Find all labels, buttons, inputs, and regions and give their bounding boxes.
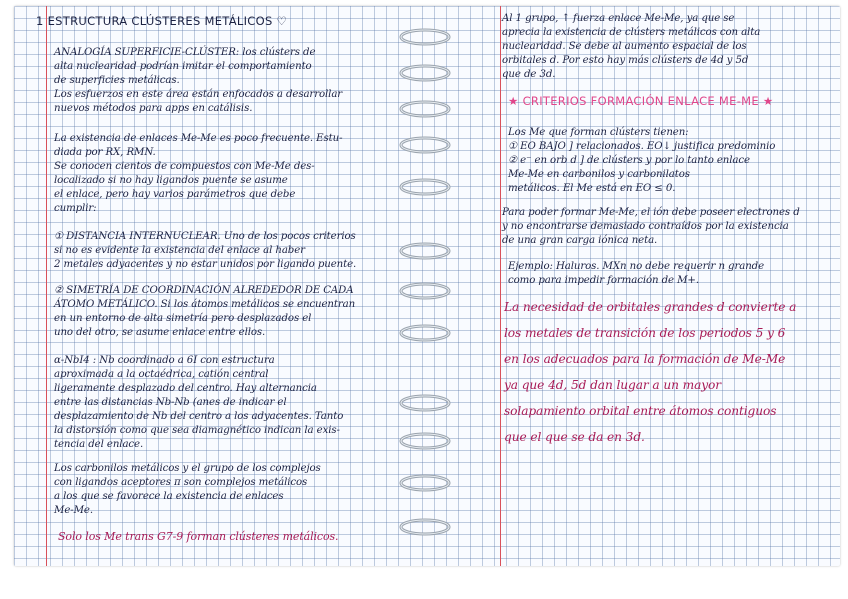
binder-ring (398, 282, 452, 300)
left-margin-line (46, 6, 47, 566)
section-title-text: CRITERIOS FORMACIÓN ENLACE ME-ME (522, 94, 759, 108)
pink-paragraph: La necesidad de orbitales grandes d convierte a los metales de transición de los periodos 5 y 6 en los adecuados para la formación de Me-Me ya que 4d, 5d dan lugar a un mayor solapamiento orbital entre átomos contiguos que el que se da en 3d. (504, 300, 797, 444)
binder-ring (398, 474, 452, 492)
title-number: 1 (36, 14, 44, 28)
paragraph-ejemplo: Ejemplo: Haluros. MXn no debe requerir n grande como para impedir formación de M+. (508, 261, 765, 286)
paragraph-nbi4: α-NbI4 : Nb coordinado a 6I con estructura aproximada a la octaédrica, catión central ligeramente desplazado del centro. Hay alternancia entre las distancias Nb-Nb (anes de indicar el desplazamiento de Nb del centro a los adyacentes. Tanto la distorsión como que sea diamagnético indican la exis- tencia del enlace. (54, 355, 344, 450)
binder-ring (398, 100, 452, 118)
binder-ring (398, 242, 452, 260)
paragraph-distancia: ① DISTANCIA INTERNUCLEAR. Uno de los pocos criterios si no es evidente la existencia del enlace al haber 2 metales adyacentes y no estar unidos por ligando puente. (54, 231, 357, 270)
notebook-spread (14, 6, 840, 566)
paragraph-criterios: Los Me que forman clústers tienen: ① EO BAJO ] relacionados. EO↓ justifica predominio ② e⁻ en orb d ] de clústers y por lo tanto enlace Me-Me en carbonilos y carbonilatos metálicos. El Me está en EO ≤ 0. (508, 127, 776, 194)
paragraph-electrones: Para poder formar Me-Me, el ión debe poseer electrones d y no encontrarse demasiado contraídos por la existencia de una gran carga iónica neta. (502, 207, 800, 246)
heart-icon: ♡ (276, 14, 288, 28)
title-text: ESTRUCTURA CLÚSTERES METÁLICOS (47, 14, 273, 28)
paragraph-simetria: ② SIMETRÍA DE COORDINACIÓN ALREDEDOR DE CADA ÁTOMO METÁLICO. Si los átomos metálicos se encuentran en un entorno de alta simetría pero desplazados el uno del otro, se asume enlace entre ellos. (54, 285, 356, 338)
binder-ring (398, 64, 452, 82)
binder-ring (398, 518, 452, 536)
star-icon-left: ★ (508, 94, 519, 108)
left-page (14, 6, 410, 566)
paragraph-carbonilos: Los carbonilos metálicos y el grupo de los complejos con ligandos aceptores π son complejos metálicos a los que se favorece la existencia de enlaces Me-Me. (54, 463, 321, 516)
section-title (508, 94, 774, 108)
binder-ring (398, 28, 452, 46)
binder-ring (398, 136, 452, 154)
paragraph-grupo: Al 1 grupo, ↑ fuerza enlace Me-Me, ya que se aprecia la existencia de clústers metálicos con alta nuclearidad. Se debe al aumento espacial de los orbitales d. Por esto hay más clústers de 4d y 5d que de 3d. (502, 13, 761, 80)
paragraph-analogia: ANALOGÍA SUPERFICIE-CLÚSTER: los clústers de alta nuclearidad podrían imitar el comportamiento de superficies metálicas. Los esfuerzos en este área están enfocados a desarrollar nuevos métodos para apps en catálisis. (54, 47, 343, 114)
binder-ring (398, 394, 452, 412)
paragraph-enlaces: La existencia de enlaces Me-Me es poco frecuente. Estu- diada por RX, RMN. Se conocen cientos de compuestos con Me-Me des- localizado si no hay ligandos puente se asume el enlace, pero hay varios parámetros que debe cumplir: (54, 133, 343, 214)
pink-note: Solo los Me trans G7-9 forman clústeres metálicos. (58, 530, 339, 543)
left-page-title (36, 14, 287, 28)
binder-ring (398, 432, 452, 450)
star-icon-right: ★ (762, 94, 774, 108)
binder-ring (398, 178, 452, 196)
binder-ring (398, 324, 452, 342)
right-margin-line (500, 6, 501, 566)
right-page (442, 6, 840, 566)
ring-binding (392, 6, 462, 566)
